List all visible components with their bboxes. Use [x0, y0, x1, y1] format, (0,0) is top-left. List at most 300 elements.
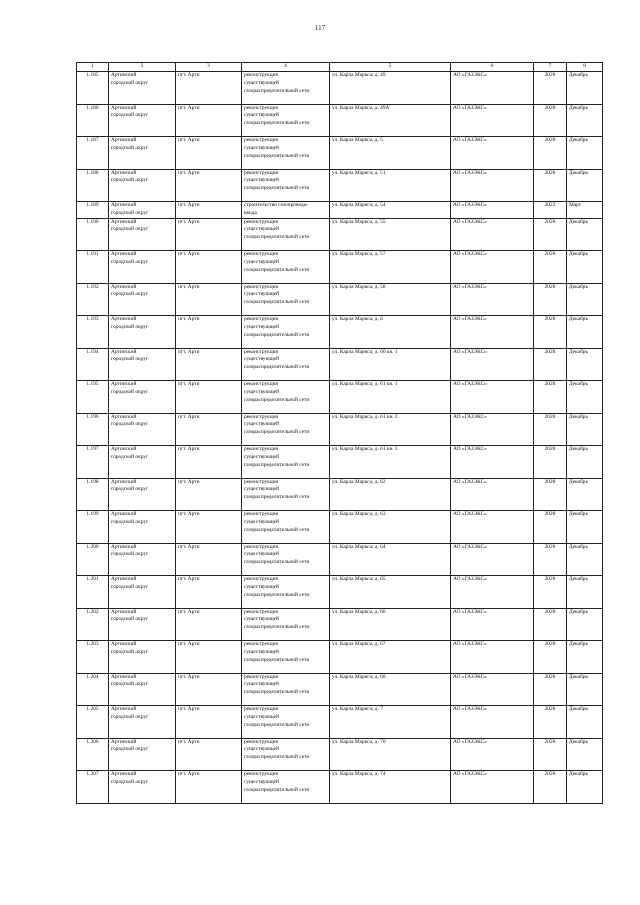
- organization-cell-text: АО «ГАЗЭКС»: [453, 478, 487, 485]
- district-cell: [109, 283, 176, 316]
- district-cell-text: Артинский городской округ: [111, 72, 149, 86]
- month-cell-text: Декабрь: [569, 348, 588, 355]
- header-cell: 2: [109, 63, 176, 72]
- settlement-cell-text: пгт. Арти: [178, 511, 200, 518]
- month-cell: [567, 446, 603, 479]
- address-cell-text: ул. Карла Маркса, д. 64: [332, 543, 386, 550]
- district-cell-text: Артинский городской округ: [111, 137, 149, 151]
- organization-cell-text: АО «ГАЗЭКС»: [453, 169, 487, 176]
- work-type-cell: [242, 202, 330, 219]
- address-cell: [330, 218, 451, 251]
- work-type-cell: [242, 348, 330, 381]
- table-row: [77, 381, 603, 414]
- row-number: [77, 413, 109, 446]
- month-cell-text: Декабрь: [569, 576, 588, 583]
- district-cell: [109, 169, 176, 202]
- work-type-cell: [242, 251, 330, 284]
- settlement-cell: [176, 202, 242, 219]
- work-type-cell: [242, 218, 330, 251]
- table-row: [77, 218, 603, 251]
- row-number-text: 1.200: [86, 543, 99, 550]
- row-number: [77, 576, 109, 609]
- settlement-cell: [176, 251, 242, 284]
- district-cell-text: Артинский городской округ: [111, 348, 149, 363]
- year-cell: [534, 104, 567, 137]
- table-row: [77, 104, 603, 137]
- header-cell: 3: [176, 63, 242, 72]
- row-number-text: 1.187: [86, 137, 99, 143]
- row-number: [77, 316, 109, 349]
- month-cell-text: Декабрь: [569, 641, 588, 648]
- table-row: [77, 576, 603, 609]
- work-type-cell: [242, 381, 330, 414]
- address-cell-text: ул. Карла Маркса, д. 58: [332, 283, 386, 290]
- settlement-cell: [176, 478, 242, 511]
- address-cell-text: ул. Карла Маркса, д. 61 кв. 3: [332, 446, 398, 453]
- year-cell-text: 2028: [544, 576, 556, 583]
- address-cell: [330, 381, 451, 414]
- work-type-cell-text: реконструкция существующей газораспределительной сети: [244, 381, 310, 403]
- row-number-text: 1.206: [86, 738, 99, 745]
- district-cell-text: Артинский городской округ: [111, 104, 149, 119]
- work-type-cell: [242, 641, 330, 674]
- table-row: [77, 738, 603, 771]
- table-row: [77, 608, 603, 641]
- organization-cell: [451, 283, 534, 316]
- district-cell: [109, 446, 176, 479]
- settlement-cell-text: пгт. Арти: [178, 348, 200, 355]
- district-cell: [109, 348, 176, 381]
- row-number-text: 1.204: [86, 673, 99, 680]
- settlement-cell-text: пгт. Арти: [178, 543, 200, 550]
- year-cell-text: 2028: [544, 316, 556, 323]
- month-cell-text: Декабрь: [569, 413, 588, 420]
- month-cell-text: Декабрь: [569, 478, 588, 485]
- work-type-cell-text: реконструкция существующей газораспределительной сети: [244, 218, 310, 241]
- settlement-cell: [176, 169, 242, 202]
- table-row: [77, 413, 603, 446]
- organization-cell-text: АО «ГАЗЭКС»: [453, 348, 487, 355]
- district-cell-text: Артинский городской округ: [111, 576, 149, 590]
- year-cell-text: 2028: [544, 641, 556, 648]
- address-cell-text: ул. Карла Маркса, д. 65: [332, 576, 386, 583]
- year-cell-text: 2028: [544, 413, 556, 420]
- settlement-cell-text: пгт. Арти: [178, 381, 200, 388]
- organization-cell: [451, 218, 534, 251]
- district-cell: [109, 576, 176, 609]
- month-cell: [567, 348, 603, 381]
- district-cell: [109, 316, 176, 349]
- address-cell: [330, 608, 451, 641]
- settlement-cell: [176, 283, 242, 316]
- district-cell: [109, 478, 176, 511]
- organization-cell: [451, 641, 534, 674]
- year-cell-text: 2028: [544, 771, 556, 778]
- settlement-cell: [176, 413, 242, 446]
- district-cell-text: Артинский городской округ: [111, 413, 149, 428]
- year-cell-text: 2028: [544, 706, 556, 713]
- settlement-cell-text: пгт. Арти: [178, 316, 200, 323]
- table-row: [77, 348, 603, 381]
- month-cell: [567, 316, 603, 349]
- month-cell: [567, 218, 603, 251]
- work-type-cell-text: реконструкция существующей газораспределительной сети: [244, 738, 310, 761]
- month-cell-text: Декабрь: [569, 316, 588, 323]
- month-cell: [567, 706, 603, 739]
- settlement-cell-text: пгт. Арти: [178, 202, 200, 208]
- settlement-cell-text: пгт. Арти: [178, 283, 200, 290]
- work-type-cell: [242, 478, 330, 511]
- work-type-cell: [242, 738, 330, 771]
- row-number: [77, 446, 109, 479]
- settlement-cell-text: пгт. Арти: [178, 706, 200, 713]
- work-type-cell-text: реконструкция существующей газораспределительной сети: [244, 137, 310, 159]
- organization-cell-text: АО «ГАЗЭКС»: [453, 608, 487, 615]
- address-cell-text: ул. Карла Маркса, д. 68: [332, 673, 386, 680]
- year-cell: [534, 446, 567, 479]
- row-number-text: 1.207: [86, 771, 99, 778]
- organization-cell: [451, 202, 534, 219]
- settlement-cell: [176, 446, 242, 479]
- organization-cell: [451, 738, 534, 771]
- organization-cell-text: АО «ГАЗЭКС»: [453, 543, 487, 550]
- address-cell-text: ул. Карла Маркса, д. 57: [332, 251, 386, 258]
- month-cell-text: Декабрь: [569, 511, 588, 518]
- row-number-text: 1.201: [86, 576, 99, 583]
- settlement-cell: [176, 673, 242, 706]
- page-number: 117: [314, 24, 326, 32]
- row-number: [77, 381, 109, 414]
- address-cell-text: ул. Карла Маркса, д. 60 кв. 1: [332, 348, 398, 355]
- organization-cell: [451, 413, 534, 446]
- district-cell-text: Артинский городской округ: [111, 543, 149, 558]
- district-cell: [109, 511, 176, 544]
- settlement-cell: [176, 381, 242, 414]
- table-row: [77, 251, 603, 284]
- organization-cell: [451, 348, 534, 381]
- district-cell-text: Артинский городской округ: [111, 706, 149, 720]
- row-number-text: 1.198: [86, 478, 99, 485]
- work-type-cell: [242, 543, 330, 576]
- settlement-cell-text: пгт. Арти: [178, 104, 200, 111]
- month-cell-text: Март: [569, 202, 582, 208]
- organization-cell: [451, 576, 534, 609]
- row-number-text: 1.205: [86, 706, 99, 713]
- year-cell-text: 2028: [544, 283, 556, 290]
- row-number-text: 1.186: [86, 104, 99, 111]
- district-cell-text: Артинский городской округ: [111, 283, 149, 298]
- settlement-cell: [176, 771, 242, 804]
- settlement-cell: [176, 706, 242, 739]
- organization-cell: [451, 251, 534, 284]
- row-number: [77, 608, 109, 641]
- header-cell: 6: [451, 63, 534, 72]
- month-cell-text: Декабрь: [569, 446, 588, 453]
- year-cell: [534, 706, 567, 739]
- organization-cell-text: АО «ГАЗЭКС»: [453, 316, 487, 323]
- row-number-text: 1.199: [86, 511, 99, 518]
- settlement-cell: [176, 348, 242, 381]
- row-number-text: 1.185: [86, 72, 99, 78]
- month-cell: [567, 137, 603, 170]
- address-cell-text: ул. Карла Маркса, д. 54: [332, 202, 386, 208]
- district-cell-text: Артинский городской округ: [111, 673, 149, 688]
- year-cell-text: 2028: [544, 446, 556, 453]
- organization-cell: [451, 478, 534, 511]
- district-cell: [109, 104, 176, 137]
- district-cell-text: Артинский городской округ: [111, 641, 149, 655]
- year-cell-text: 2028: [544, 137, 556, 143]
- gas-network-table: [76, 62, 603, 804]
- month-cell-text: Декабрь: [569, 771, 588, 778]
- work-type-cell-text: строительство газопровода- ввода: [244, 202, 308, 216]
- district-cell: [109, 218, 176, 251]
- year-cell: [534, 641, 567, 674]
- organization-cell: [451, 543, 534, 576]
- district-cell: [109, 543, 176, 576]
- district-cell-text: Артинский городской округ: [111, 478, 149, 493]
- work-type-cell: [242, 446, 330, 479]
- address-cell: [330, 706, 451, 739]
- settlement-cell-text: пгт. Арти: [178, 72, 200, 78]
- work-type-cell: [242, 771, 330, 804]
- month-cell-text: Декабрь: [569, 283, 588, 290]
- settlement-cell: [176, 218, 242, 251]
- settlement-cell: [176, 641, 242, 674]
- settlement-cell: [176, 72, 242, 105]
- row-number: [77, 738, 109, 771]
- month-cell: [567, 413, 603, 446]
- row-number-text: 1.192: [86, 283, 99, 290]
- month-cell-text: Декабрь: [569, 137, 588, 143]
- row-number: [77, 169, 109, 202]
- month-cell: [567, 511, 603, 544]
- work-type-cell: [242, 706, 330, 739]
- settlement-cell: [176, 608, 242, 641]
- year-cell-text: 2028: [544, 511, 556, 518]
- settlement-cell: [176, 576, 242, 609]
- district-cell: [109, 72, 176, 105]
- year-cell: [534, 413, 567, 446]
- month-cell: [567, 381, 603, 414]
- month-cell-text: Декабрь: [569, 218, 588, 225]
- address-cell: [330, 543, 451, 576]
- organization-cell-text: АО «ГАЗЭКС»: [453, 771, 487, 778]
- row-number: [77, 137, 109, 170]
- settlement-cell-text: пгт. Арти: [178, 218, 200, 225]
- month-cell: [567, 72, 603, 105]
- month-cell-text: Декабрь: [569, 381, 588, 388]
- settlement-cell-text: пгт. Арти: [178, 641, 200, 648]
- year-cell-text: 2028: [544, 72, 556, 78]
- year-cell: [534, 608, 567, 641]
- month-cell-text: Декабрь: [569, 72, 588, 78]
- year-cell-text: 2028: [544, 218, 556, 225]
- settlement-cell: [176, 511, 242, 544]
- settlement-cell-text: пгт. Арти: [178, 771, 200, 778]
- district-cell-text: Артинский городской округ: [111, 446, 149, 460]
- organization-cell-text: АО «ГАЗЭКС»: [453, 104, 487, 111]
- table-row: [77, 478, 603, 511]
- work-type-cell-text: реконструкция существующей газораспределительной сети: [244, 348, 310, 371]
- district-cell: [109, 202, 176, 219]
- year-cell: [534, 316, 567, 349]
- table-row: [77, 72, 603, 105]
- row-number-text: 1.189: [86, 202, 99, 208]
- table-row: [77, 543, 603, 576]
- table-row: [77, 283, 603, 316]
- work-type-cell-text: реконструкция существующей газораспределительной сети: [244, 316, 310, 338]
- row-number: [77, 348, 109, 381]
- settlement-cell-text: пгт. Арти: [178, 413, 200, 420]
- district-cell: [109, 738, 176, 771]
- work-type-cell-text: реконструкция существующей газораспределительной сети: [244, 169, 310, 192]
- address-cell-text: ул. Карла Маркса, д. 67: [332, 641, 386, 648]
- table-row: [77, 673, 603, 706]
- row-number: [77, 478, 109, 511]
- work-type-cell-text: реконструкция существующей газораспределительной сети: [244, 413, 310, 436]
- year-cell-text: 2028: [544, 608, 556, 615]
- work-type-cell: [242, 104, 330, 137]
- header-cell: 4: [242, 63, 330, 72]
- district-cell: [109, 608, 176, 641]
- district-cell: [109, 381, 176, 414]
- organization-cell: [451, 72, 534, 105]
- row-number: [77, 251, 109, 284]
- organization-cell-text: АО «ГАЗЭКС»: [453, 641, 487, 648]
- year-cell-text: 2028: [544, 381, 556, 388]
- row-number: [77, 511, 109, 544]
- row-number-text: 1.203: [86, 641, 99, 648]
- table-row: [77, 137, 603, 170]
- address-cell: [330, 316, 451, 349]
- work-type-cell: [242, 316, 330, 349]
- settlement-cell-text: пгт. Арти: [178, 251, 200, 258]
- year-cell: [534, 218, 567, 251]
- district-cell-text: Артинский городской округ: [111, 316, 149, 330]
- year-cell: [534, 72, 567, 105]
- address-cell-text: ул. Карла Маркса, д. 61 кв. 1: [332, 381, 398, 388]
- row-number-text: 1.197: [86, 446, 99, 453]
- organization-cell-text: АО «ГАЗЭКС»: [453, 673, 487, 680]
- work-type-cell: [242, 608, 330, 641]
- address-cell: [330, 251, 451, 284]
- address-cell: [330, 202, 451, 219]
- year-cell: [534, 169, 567, 202]
- address-cell: [330, 446, 451, 479]
- month-cell: [567, 202, 603, 219]
- address-cell: [330, 137, 451, 170]
- year-cell: [534, 576, 567, 609]
- month-cell: [567, 673, 603, 706]
- organization-cell: [451, 608, 534, 641]
- organization-cell: [451, 137, 534, 170]
- settlement-cell: [176, 104, 242, 137]
- header-cell: 1: [77, 63, 109, 72]
- organization-cell: [451, 381, 534, 414]
- row-number: [77, 706, 109, 739]
- table-row: [77, 771, 603, 804]
- row-number: [77, 218, 109, 251]
- month-cell: [567, 543, 603, 576]
- work-type-cell: [242, 283, 330, 316]
- address-cell-text: ул. Карла Маркса, д. 49А: [332, 104, 390, 111]
- month-cell: [567, 283, 603, 316]
- organization-cell-text: АО «ГАЗЭКС»: [453, 283, 487, 290]
- work-type-cell-text: реконструкция существующей газораспределительной сети: [244, 446, 310, 468]
- address-cell-text: ул. Карла Маркса, д. 66: [332, 608, 386, 615]
- row-number: [77, 104, 109, 137]
- month-cell-text: Декабрь: [569, 251, 588, 258]
- row-number-text: 1.188: [86, 169, 99, 176]
- month-cell: [567, 169, 603, 202]
- table-row: [77, 511, 603, 544]
- year-cell-text: 2028: [544, 251, 556, 258]
- district-cell-text: Артинский городской округ: [111, 202, 149, 216]
- year-cell: [534, 348, 567, 381]
- row-number-text: 1.190: [86, 218, 99, 225]
- year-cell: [534, 511, 567, 544]
- organization-cell-text: АО «ГАЗЭКС»: [453, 576, 487, 583]
- row-number: [77, 72, 109, 105]
- year-cell: [534, 251, 567, 284]
- district-cell: [109, 251, 176, 284]
- year-cell-text: 2028: [544, 478, 556, 485]
- organization-cell-text: АО «ГАЗЭКС»: [453, 738, 487, 745]
- address-cell: [330, 413, 451, 446]
- district-cell-text: Артинский городской округ: [111, 218, 149, 233]
- month-cell: [567, 576, 603, 609]
- year-cell-text: 2028: [544, 169, 556, 176]
- work-type-cell-text: реконструкция существующей газораспределительной сети: [244, 641, 310, 663]
- work-type-cell: [242, 169, 330, 202]
- work-type-cell: [242, 511, 330, 544]
- organization-cell: [451, 673, 534, 706]
- work-type-cell: [242, 673, 330, 706]
- month-cell: [567, 641, 603, 674]
- organization-cell-text: АО «ГАЗЭКС»: [453, 381, 487, 388]
- work-type-cell-text: реконструкция существующей газораспределительной сети: [244, 706, 310, 728]
- year-cell: [534, 738, 567, 771]
- work-type-cell-text: реконструкция существующей газораспределительной сети: [244, 104, 310, 127]
- work-type-cell: [242, 576, 330, 609]
- year-cell-text: 2028: [544, 738, 556, 745]
- address-cell: [330, 169, 451, 202]
- table-body: [77, 72, 603, 804]
- address-cell: [330, 72, 451, 105]
- table-row: [77, 169, 603, 202]
- work-type-cell-text: реконструкция существующей газораспределительной сети: [244, 251, 310, 273]
- year-cell: [534, 543, 567, 576]
- year-cell-text: 2028: [544, 104, 556, 111]
- address-cell: [330, 673, 451, 706]
- address-cell-text: ул. Карла Маркса, д. 5: [332, 137, 383, 143]
- district-cell: [109, 413, 176, 446]
- address-cell-text: ул. Карла Маркса, д. 55: [332, 218, 386, 225]
- address-cell-text: ул. Карла Маркса, д. 74: [332, 771, 386, 778]
- address-cell: [330, 738, 451, 771]
- year-cell: [534, 771, 567, 804]
- address-cell-text: ул. Карла Маркса, д. 7: [332, 706, 383, 713]
- work-type-cell-text: реконструкция существующей газораспределительной сети: [244, 283, 310, 306]
- month-cell-text: Декабрь: [569, 673, 588, 680]
- month-cell-text: Декабрь: [569, 738, 588, 745]
- district-cell-text: Артинский городской округ: [111, 511, 149, 525]
- organization-cell-text: АО «ГАЗЭКС»: [453, 251, 487, 258]
- work-type-cell-text: реконструкция существующей газораспределительной сети: [244, 673, 310, 696]
- year-cell: [534, 283, 567, 316]
- year-cell: [534, 202, 567, 219]
